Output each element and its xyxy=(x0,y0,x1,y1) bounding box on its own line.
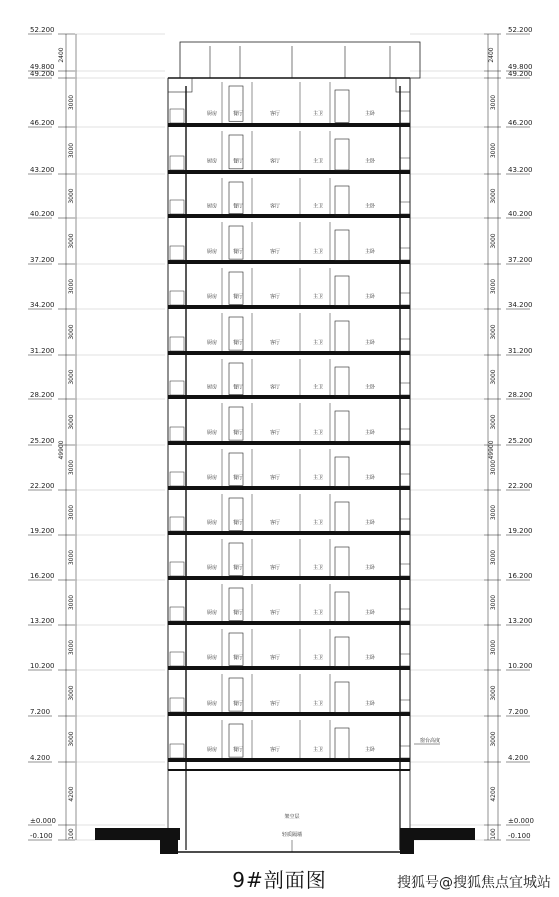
room-label: 客厅 xyxy=(269,746,281,753)
room-label: 餐厅 xyxy=(232,655,244,662)
door-opening xyxy=(335,276,349,306)
room-label: 主卫 xyxy=(312,248,324,255)
dim-total-left: 49900 xyxy=(58,440,65,460)
drawing-title: 9#剖面图 xyxy=(232,868,327,892)
window-right xyxy=(400,654,410,666)
room-label: 餐厅 xyxy=(232,520,244,527)
door-opening xyxy=(335,321,349,351)
room-label: 厨房 xyxy=(206,339,218,346)
balcony-left xyxy=(170,427,184,441)
room-label: 客厅 xyxy=(269,203,281,210)
room-label: 主卫 xyxy=(312,475,324,482)
elevation-label-right: 13.200 xyxy=(508,617,533,625)
balcony-left xyxy=(170,652,184,666)
dim-ground-right: 4200 xyxy=(490,786,497,802)
dim-floor-left: 3000 xyxy=(68,504,75,521)
elevation-label-left: 49.800 xyxy=(30,63,55,71)
room-label: 客厅 xyxy=(269,700,281,707)
elevation-label-right: 16.200 xyxy=(508,572,533,580)
room-label: 主卧 xyxy=(364,294,376,301)
elevation-label-right: 28.200 xyxy=(508,391,533,399)
elevation-label-right: 4.200 xyxy=(508,754,529,762)
dim-floor-right: 3000 xyxy=(490,278,497,295)
elevation-label-right: ±0.000 xyxy=(508,817,534,825)
watermark-text: 搜狐号@搜狐焦点宜城站 xyxy=(397,875,551,891)
room-label: 厨房 xyxy=(206,520,218,527)
roof-machine-room xyxy=(180,42,420,78)
room-label: 餐厅 xyxy=(232,248,244,255)
door-opening xyxy=(335,637,349,667)
dim-floor-left: 3000 xyxy=(68,233,75,249)
room-label: 厨房 xyxy=(206,158,218,165)
room-label: 厨房 xyxy=(206,111,218,118)
floor-slab xyxy=(168,666,410,670)
floor-slab xyxy=(168,395,410,399)
door-opening xyxy=(335,230,349,260)
room-label: 厨房 xyxy=(206,203,218,210)
room-label: 厨房 xyxy=(206,248,218,255)
room-label: 客厅 xyxy=(269,384,281,391)
balcony-left xyxy=(170,698,184,712)
room-label: 主卫 xyxy=(312,158,324,165)
floor-slab xyxy=(168,758,410,762)
elevation-label-right: 31.200 xyxy=(508,347,533,355)
room-label: 主卫 xyxy=(312,565,324,572)
dim-roof-right: 2400 xyxy=(488,47,495,63)
door-opening xyxy=(335,457,349,487)
room-label: 主卫 xyxy=(312,294,324,301)
door-opening xyxy=(335,367,349,396)
room-label: 主卧 xyxy=(364,429,376,436)
dim-floor-right: 3000 xyxy=(490,369,497,385)
room-label: 客厅 xyxy=(269,111,281,118)
room-label: 主卫 xyxy=(312,655,324,662)
room-label: 餐厅 xyxy=(232,203,244,210)
floor-slab xyxy=(168,170,410,174)
door-opening xyxy=(335,592,349,622)
elevation-label-left: 37.200 xyxy=(30,256,55,264)
dim-floor-right: 3000 xyxy=(490,142,497,159)
balcony-left xyxy=(170,472,184,486)
dim-floor-left: 3000 xyxy=(68,369,75,385)
window-right xyxy=(400,339,410,351)
dim-roof-left: 2400 xyxy=(58,47,65,63)
window-right xyxy=(400,474,410,486)
room-label: 客厅 xyxy=(269,610,281,617)
room-label: 主卫 xyxy=(312,429,324,436)
elevation-label-right: -0.100 xyxy=(508,832,531,840)
dim-total-right: 49900 xyxy=(488,440,495,460)
room-label: 厨房 xyxy=(206,475,218,482)
room-label: 餐厅 xyxy=(232,294,244,301)
elevation-label-right: 25.200 xyxy=(508,437,533,445)
room-label: 客厅 xyxy=(269,655,281,662)
balcony-left xyxy=(170,517,184,531)
room-label: 主卧 xyxy=(364,655,376,662)
dim-floor-left: 3000 xyxy=(68,639,75,656)
room-label: 厨房 xyxy=(206,384,218,391)
window-right xyxy=(400,248,410,260)
foundation-left xyxy=(160,840,178,854)
room-label: 主卫 xyxy=(312,203,324,210)
elevation-label-right: 49.800 xyxy=(508,63,533,71)
room-label: 餐厅 xyxy=(232,158,244,165)
room-label: 主卫 xyxy=(312,339,324,346)
balcony-left xyxy=(170,109,184,123)
elevation-label-left: 7.200 xyxy=(30,708,51,716)
elevation-label-left: 46.200 xyxy=(30,119,55,127)
window-right xyxy=(400,564,410,576)
balcony-left xyxy=(170,744,184,758)
dim-floor-right: 3000 xyxy=(490,233,497,249)
elevation-label-left: ±0.000 xyxy=(30,817,56,825)
room-label: 餐厅 xyxy=(232,700,244,707)
floor-slab xyxy=(168,305,410,309)
room-label: 主卧 xyxy=(364,384,376,391)
floor-slab xyxy=(168,123,410,127)
elevation-label-left: 49.200 xyxy=(30,70,55,78)
window-right xyxy=(400,609,410,621)
elevation-label-right: 10.200 xyxy=(508,662,533,670)
sill-height-note: 窗台高度 xyxy=(420,738,441,744)
room-label: 主卧 xyxy=(364,111,376,118)
room-label: 厨房 xyxy=(206,700,218,707)
room-label: 餐厅 xyxy=(232,610,244,617)
window-right xyxy=(400,746,410,758)
room-label: 主卫 xyxy=(312,384,324,391)
dim-floor-left: 3000 xyxy=(68,594,75,611)
elevation-label-left: 22.200 xyxy=(30,482,55,490)
window-right xyxy=(400,519,410,531)
elevation-label-left: 4.200 xyxy=(30,754,51,762)
dim-floor-right: 3000 xyxy=(490,504,497,521)
dim-floor-left: 3000 xyxy=(68,731,75,747)
room-label: 客厅 xyxy=(269,565,281,572)
elevation-label-left: 16.200 xyxy=(30,572,55,580)
room-label: 客厅 xyxy=(269,158,281,165)
elevation-label-left: 25.200 xyxy=(30,437,55,445)
room-label: 厨房 xyxy=(206,565,218,572)
room-label: 厨房 xyxy=(206,294,218,301)
window-right xyxy=(400,111,410,123)
room-label: 主卧 xyxy=(364,610,376,617)
ground-left xyxy=(95,828,180,840)
room-label: 餐厅 xyxy=(232,565,244,572)
elevation-label-left: 34.200 xyxy=(30,301,55,309)
room-label: 餐厅 xyxy=(232,111,244,118)
room-label: 主卫 xyxy=(312,700,324,707)
elevation-label-left: 43.200 xyxy=(30,166,55,174)
window-right xyxy=(400,700,410,712)
room-label: 主卧 xyxy=(364,565,376,572)
parapet-right xyxy=(396,78,410,92)
elevation-label-right: 22.200 xyxy=(508,482,533,490)
room-label: 餐厅 xyxy=(232,339,244,346)
dim-floor-right: 3000 xyxy=(490,188,497,204)
elevation-label-right: 49.200 xyxy=(508,70,533,78)
room-label: 主卫 xyxy=(312,610,324,617)
balcony-left xyxy=(170,607,184,621)
dim-floor-right: 3000 xyxy=(490,324,497,340)
dim-base-left: 100 xyxy=(68,828,75,840)
elevation-label-right: 7.200 xyxy=(508,708,529,716)
elevation-label-right: 34.200 xyxy=(508,301,533,309)
room-label: 主卧 xyxy=(364,203,376,210)
floor-slab xyxy=(168,441,410,445)
balcony-left xyxy=(170,291,184,305)
room-label: 主卫 xyxy=(312,111,324,118)
room-label: 主卧 xyxy=(364,520,376,527)
door-opening xyxy=(335,411,349,441)
room-label: 客厅 xyxy=(269,248,281,255)
room-label: 客厅 xyxy=(269,294,281,301)
elevation-label-left: 19.200 xyxy=(30,527,55,535)
door-opening xyxy=(335,547,349,577)
room-label: 餐厅 xyxy=(232,429,244,436)
floor-slab xyxy=(168,260,410,264)
room-label: 主卧 xyxy=(364,475,376,482)
door-opening xyxy=(335,728,349,758)
room-label: 客厅 xyxy=(269,520,281,527)
window-right xyxy=(400,429,410,441)
door-opening xyxy=(335,682,349,712)
room-label: 厨房 xyxy=(206,655,218,662)
room-label: 主卧 xyxy=(364,248,376,255)
floor-slab xyxy=(168,486,410,490)
elevation-label-right: 37.200 xyxy=(508,256,533,264)
elevation-label-right: 52.200 xyxy=(508,26,533,34)
floor-slab xyxy=(168,351,410,355)
elevation-label-left: 31.200 xyxy=(30,347,55,355)
dim-floor-right: 3000 xyxy=(490,94,497,111)
door-opening xyxy=(335,90,349,122)
elevation-label-left: 52.200 xyxy=(30,26,55,34)
stilt-floor-label: 架空层 xyxy=(284,814,300,820)
dim-floor-left: 3000 xyxy=(68,94,75,111)
dim-ground-left: 4200 xyxy=(68,786,75,802)
room-label: 主卫 xyxy=(312,520,324,527)
window-right xyxy=(400,158,410,170)
room-label: 厨房 xyxy=(206,746,218,753)
elevation-label-right: 19.200 xyxy=(508,527,533,535)
room-label: 主卧 xyxy=(364,700,376,707)
room-label: 主卧 xyxy=(364,746,376,753)
elevation-label-right: 43.200 xyxy=(508,166,533,174)
room-label: 客厅 xyxy=(269,429,281,436)
partition-wall-label: 轻质隔墙 xyxy=(281,832,303,838)
room-label: 餐厅 xyxy=(232,746,244,753)
dim-floor-left: 3000 xyxy=(68,142,75,159)
balcony-left xyxy=(170,381,184,395)
dim-floor-left: 3000 xyxy=(68,188,75,204)
elevation-label-left: -0.100 xyxy=(30,832,53,840)
dim-floor-left: 3000 xyxy=(68,459,75,476)
elevation-label-right: 40.200 xyxy=(508,210,533,218)
dim-floor-right: 3000 xyxy=(490,731,497,747)
dim-floor-left: 3000 xyxy=(68,324,75,340)
parapet-left xyxy=(168,78,192,92)
elevation-label-left: 40.200 xyxy=(30,210,55,218)
room-label: 餐厅 xyxy=(232,384,244,391)
dim-floor-right: 3000 xyxy=(490,639,497,656)
balcony-left xyxy=(170,156,184,170)
room-label: 主卫 xyxy=(312,746,324,753)
ground-right xyxy=(400,828,475,840)
floor-slab xyxy=(168,621,410,625)
room-label: 餐厅 xyxy=(232,475,244,482)
floor-slab xyxy=(168,214,410,218)
door-opening xyxy=(335,139,349,170)
dim-floor-right: 3000 xyxy=(490,414,497,430)
foundation-right xyxy=(400,840,414,854)
floor-slab xyxy=(168,576,410,580)
room-label: 主卧 xyxy=(364,339,376,346)
dim-floor-left: 3000 xyxy=(68,278,75,295)
balcony-left xyxy=(170,337,184,351)
door-opening xyxy=(335,186,349,215)
balcony-left xyxy=(170,246,184,260)
window-right xyxy=(400,202,410,214)
elevation-label-left: 10.200 xyxy=(30,662,55,670)
room-label: 客厅 xyxy=(269,339,281,346)
dim-floor-left: 3000 xyxy=(68,685,75,701)
room-label: 厨房 xyxy=(206,429,218,436)
door-opening xyxy=(335,502,349,532)
dim-floor-right: 3000 xyxy=(490,459,497,476)
dim-floor-right: 3000 xyxy=(490,685,497,701)
room-label: 客厅 xyxy=(269,475,281,482)
balcony-left xyxy=(170,562,184,576)
window-right xyxy=(400,383,410,395)
dim-floor-left: 3000 xyxy=(68,549,75,566)
floor-slab xyxy=(168,712,410,716)
room-label: 主卧 xyxy=(364,158,376,165)
dim-floor-right: 3000 xyxy=(490,594,497,611)
elevation-label-left: 13.200 xyxy=(30,617,55,625)
dim-base-right: 100 xyxy=(490,828,497,840)
dim-floor-right: 3000 xyxy=(490,549,497,566)
floor-slab xyxy=(168,531,410,535)
elevation-label-right: 46.200 xyxy=(508,119,533,127)
room-label: 厨房 xyxy=(206,610,218,617)
window-right xyxy=(400,293,410,305)
dim-floor-left: 3000 xyxy=(68,414,75,430)
elevation-label-left: 28.200 xyxy=(30,391,55,399)
balcony-left xyxy=(170,200,184,214)
